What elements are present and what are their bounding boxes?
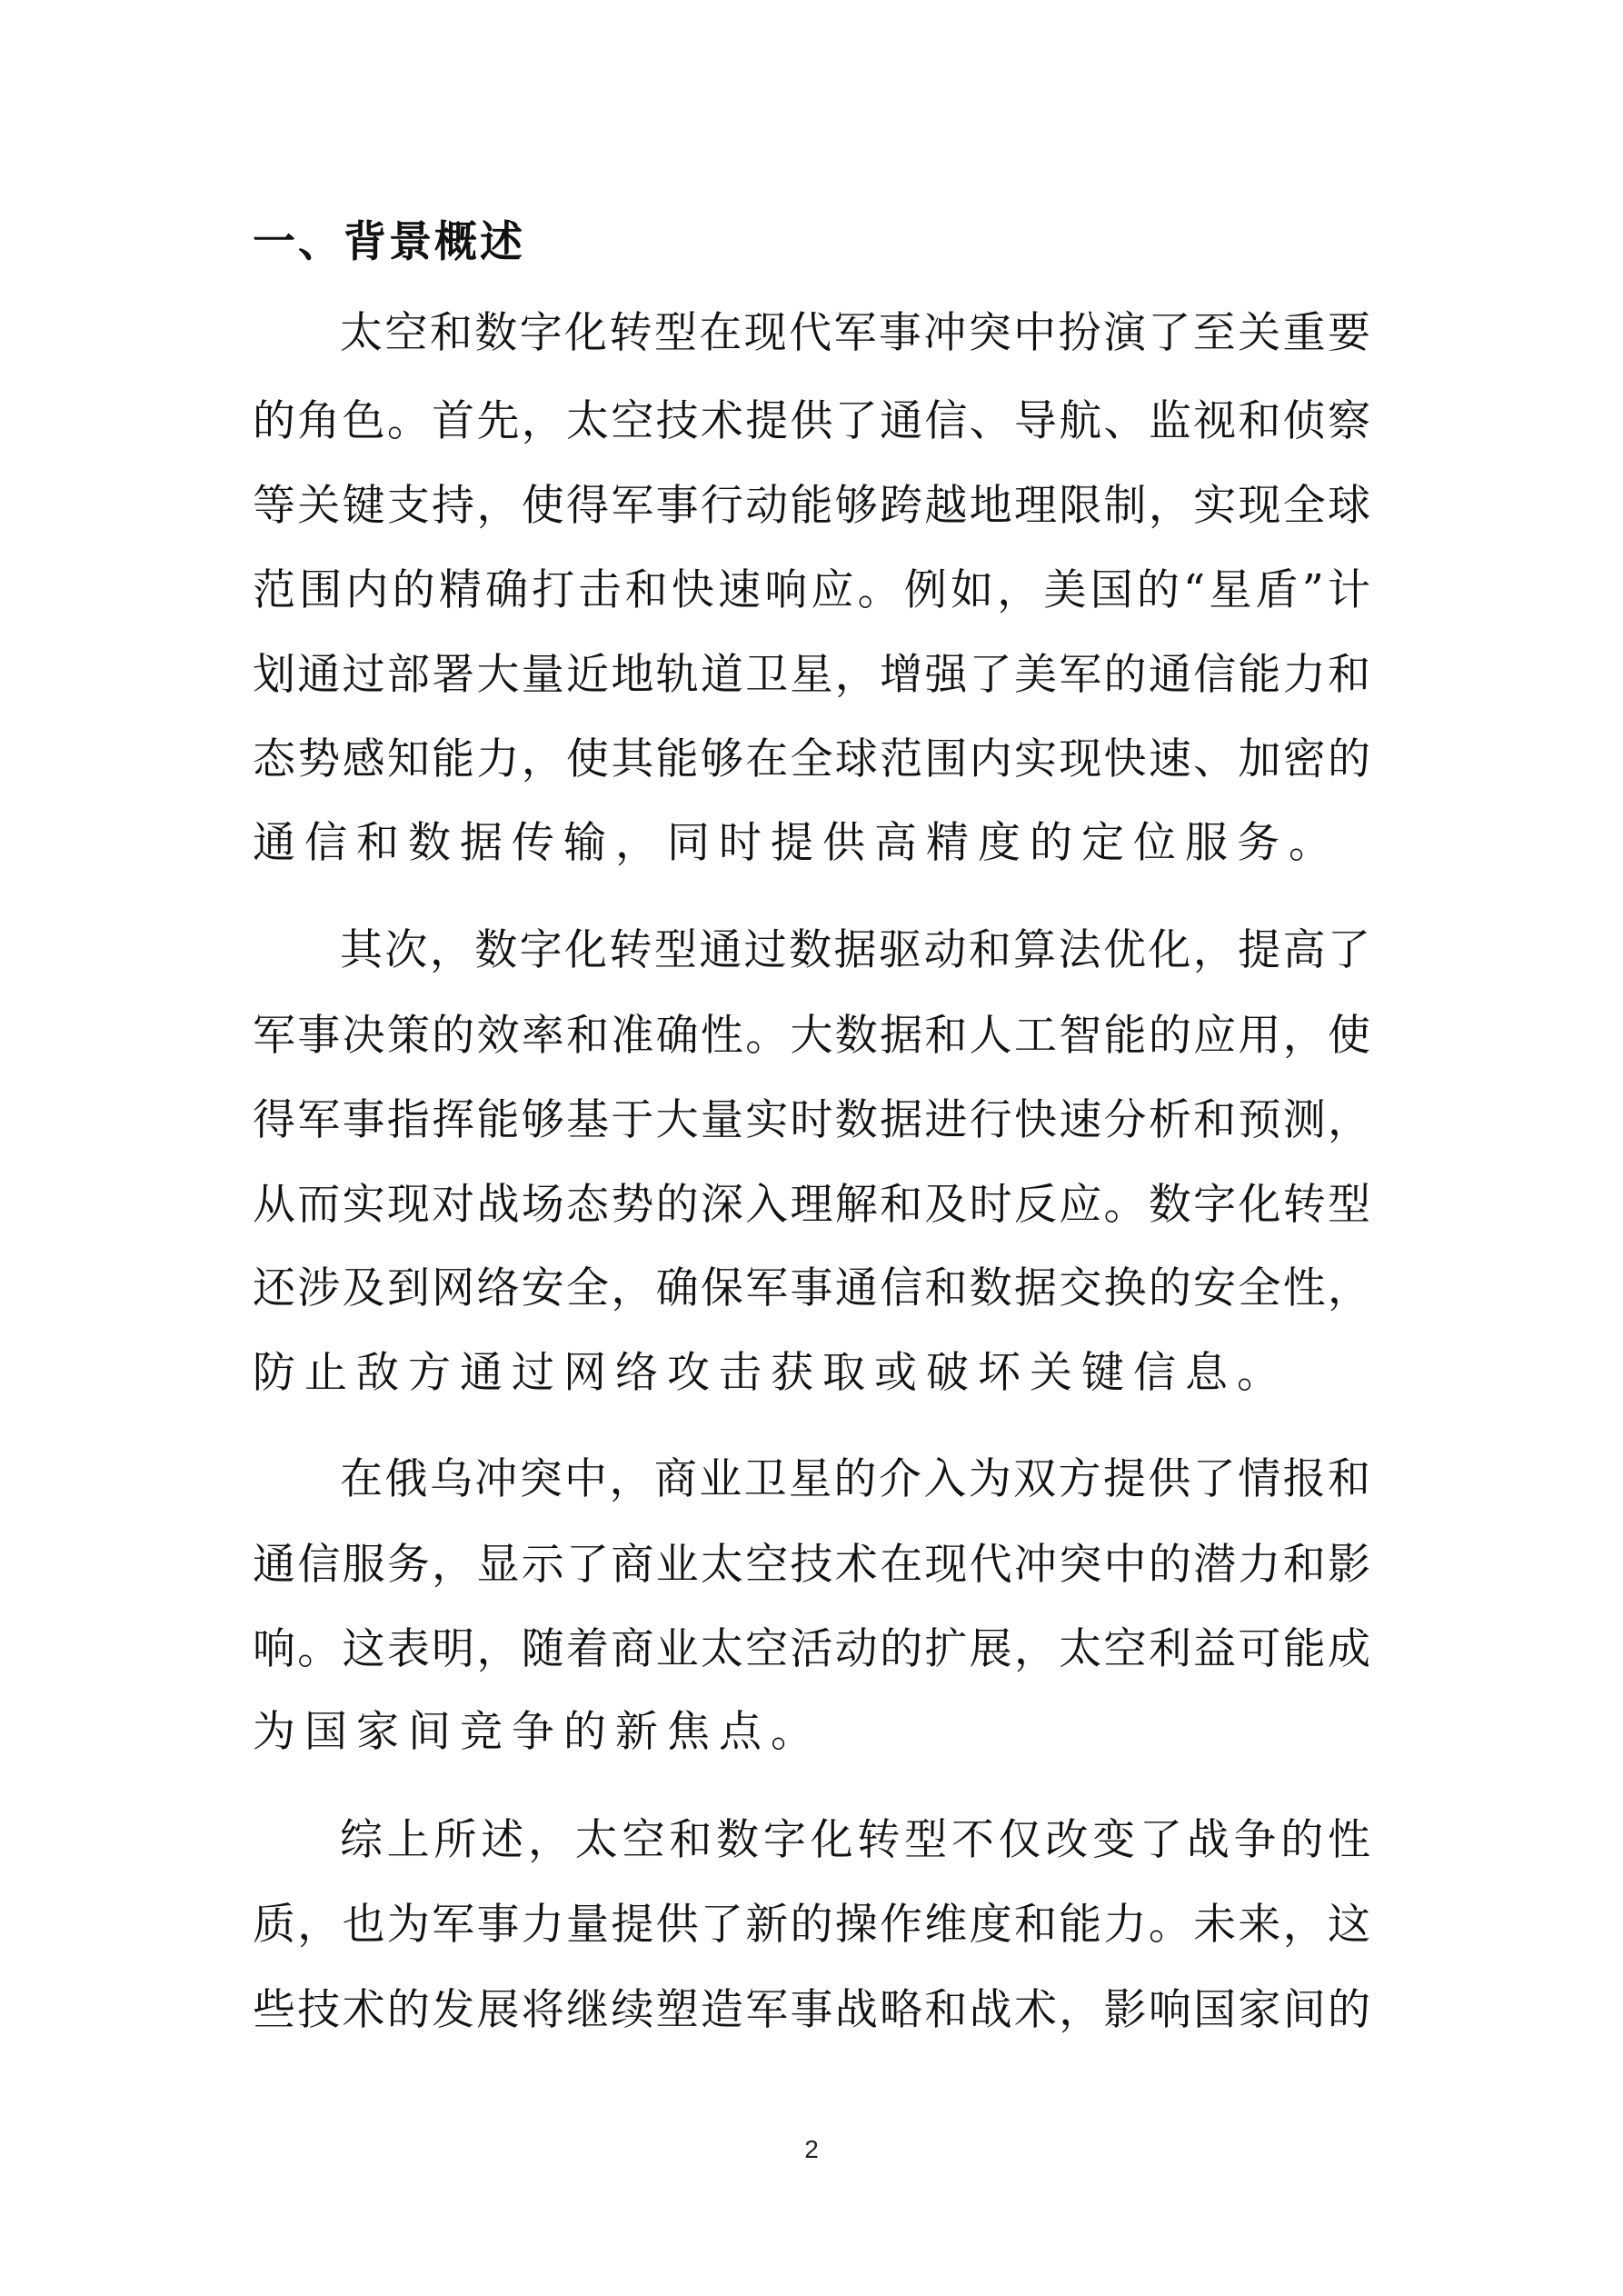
page-number: 2 bbox=[804, 2135, 819, 2163]
paragraph-line: 通信和数据传输，同时提供高精度的定位服务。 bbox=[253, 818, 1340, 868]
paragraph-line: 从而实现对战场态势的深入理解和及时反应。数字化转型 bbox=[253, 1180, 1370, 1230]
paragraph-line: 防止敌方通过网络攻击获取或破坏关键信息。 bbox=[253, 1348, 1289, 1398]
paragraph-line: 些技术的发展将继续塑造军事战略和战术，影响国家间的 bbox=[253, 1985, 1370, 2035]
paragraph-line: 响。这表明，随着商业太空活动的扩展，太空利益可能成 bbox=[253, 1624, 1370, 1674]
paragraph-line: 综上所述，太空和数字化转型不仅改变了战争的性 bbox=[340, 1815, 1370, 1865]
section-heading: 一、背景概述 bbox=[253, 217, 525, 267]
paragraph-line: 军事决策的效率和准确性。大数据和人工智能的应用，使 bbox=[253, 1011, 1370, 1061]
paragraph-line: 为国家间竞争的新焦点。 bbox=[253, 1707, 822, 1757]
paragraph-line: 范围内的精确打击和快速响应。例如，美国的“星盾”计 bbox=[253, 565, 1370, 615]
paragraph-line: 划通过部署大量近地轨道卫星，增强了美军的通信能力和 bbox=[253, 650, 1370, 700]
paragraph-line: 的角色。首先，太空技术提供了通信、导航、监视和侦察 bbox=[253, 396, 1370, 446]
paragraph-line: 得军事指挥能够基于大量实时数据进行快速分析和预测， bbox=[253, 1095, 1370, 1145]
paragraph-line: 等关键支持，使得军事行动能够跨越地理限制，实现全球 bbox=[253, 481, 1370, 531]
paragraph-line: 太空和数字化转型在现代军事冲突中扮演了至关重要 bbox=[340, 308, 1370, 358]
paragraph-line: 态势感知能力，使其能够在全球范围内实现快速、加密的 bbox=[253, 734, 1370, 784]
paragraph-line: 质，也为军事力量提供了新的操作维度和能力。未来，这 bbox=[253, 1900, 1370, 1950]
paragraph-line: 其次，数字化转型通过数据驱动和算法优化，提高了 bbox=[340, 925, 1370, 975]
paragraph-line: 在俄乌冲突中，商业卫星的介入为双方提供了情报和 bbox=[340, 1454, 1370, 1504]
paragraph-line: 还涉及到网络安全，确保军事通信和数据交换的安全性， bbox=[253, 1263, 1370, 1313]
paragraph-line: 通信服务，显示了商业太空技术在现代冲突中的潜力和影 bbox=[253, 1540, 1370, 1590]
